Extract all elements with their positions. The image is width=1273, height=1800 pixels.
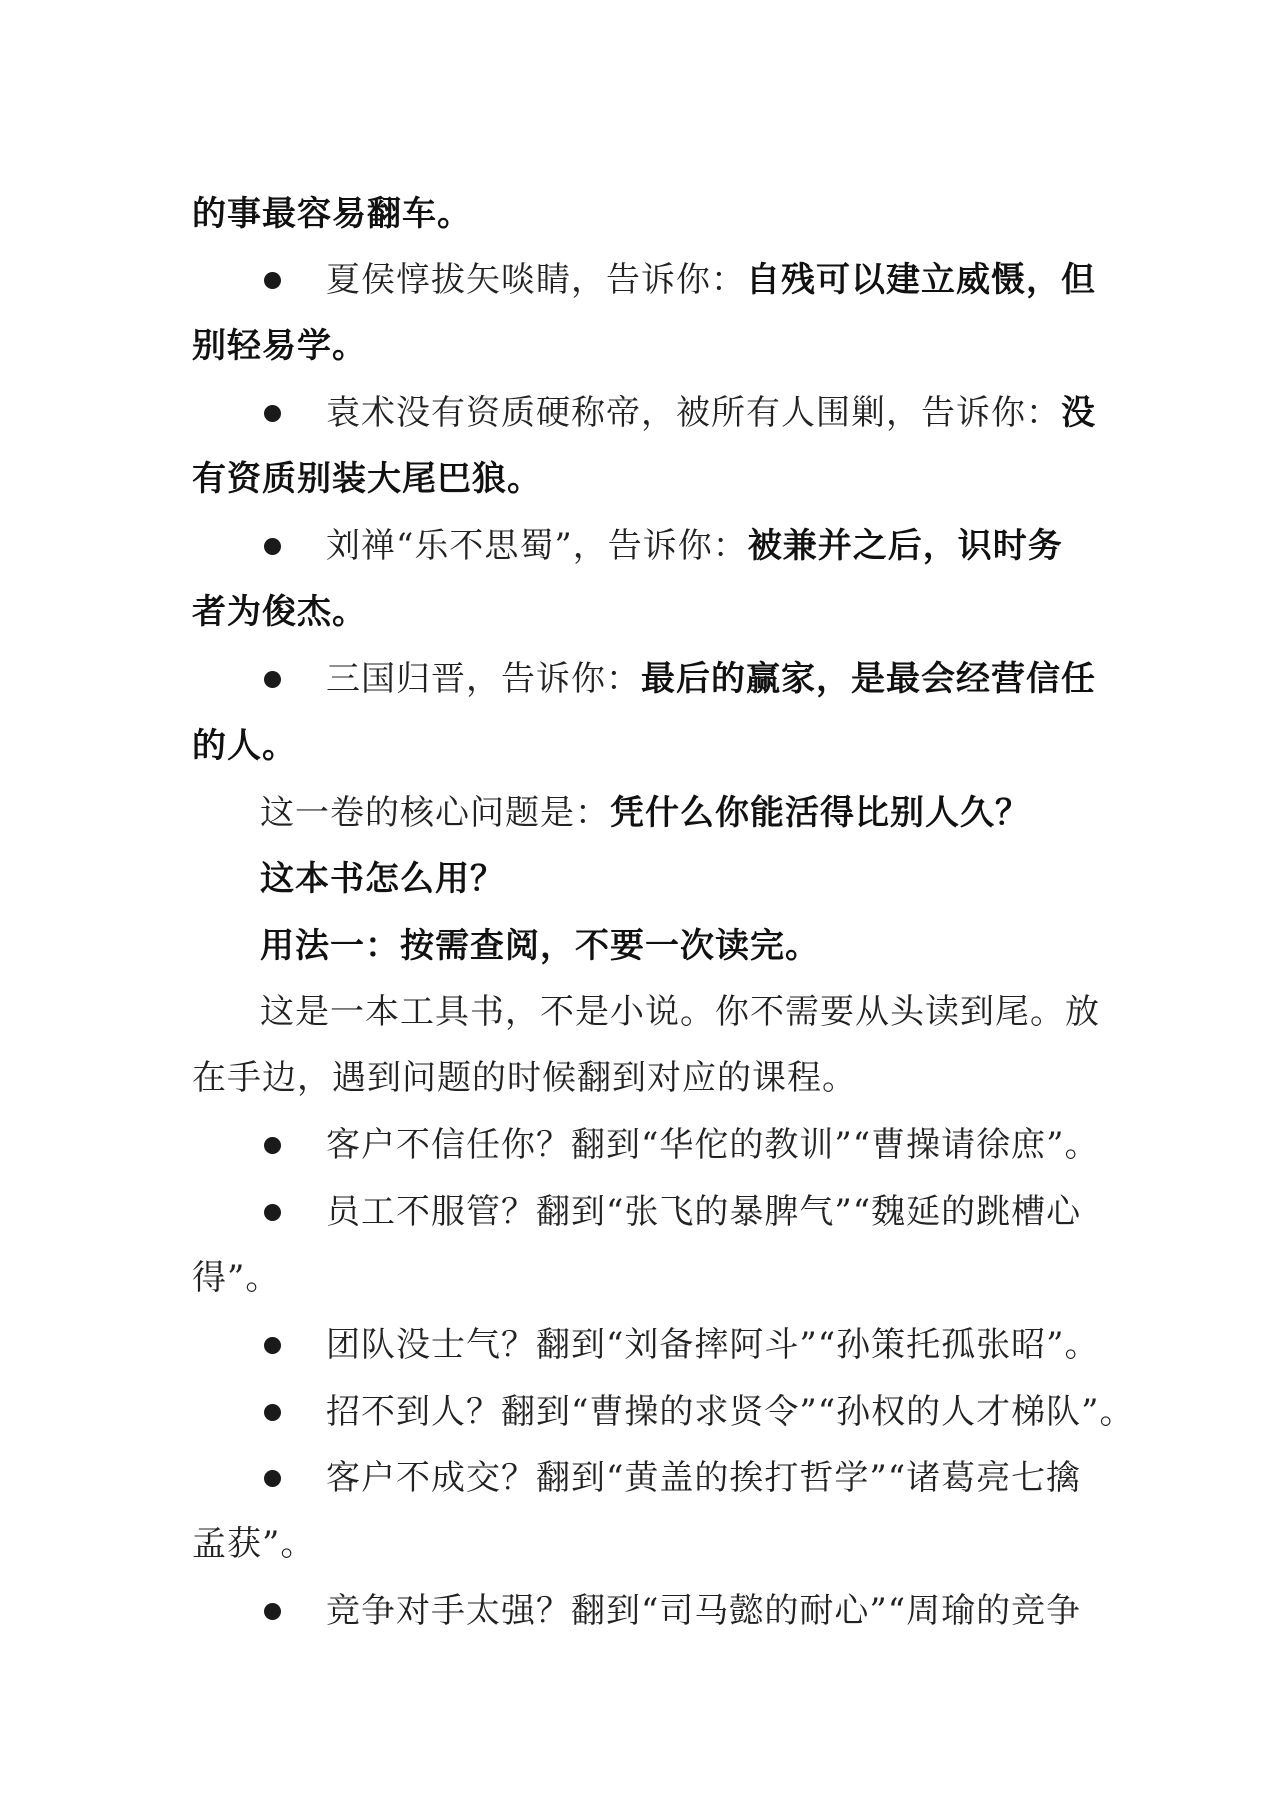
plain-text: 袁术没有资质硬称帝，被所有人围剿，告诉你：: [326, 393, 1061, 433]
plain-text: 孟获”。: [192, 1524, 316, 1564]
plain-text: 夏侯惇拔矢啖睛，告诉你：: [326, 260, 746, 300]
bold-text: 凭什么你能活得比别人久？: [610, 793, 1030, 833]
bullet-item: [326, 387, 1096, 439]
bullet-icon: [264, 1404, 281, 1421]
plain-text: 这一卷的核心问题是：: [260, 793, 610, 833]
bullet-icon: [264, 1470, 281, 1487]
bold-text: 有资质别装大尾巴狼。: [192, 459, 542, 499]
plain-text: 刘禅“乐不思蜀”，告诉你：: [326, 526, 748, 566]
text-line: [192, 1252, 280, 1304]
bold-text: 没: [1061, 393, 1096, 433]
plain-text: 客户不信任你？翻到“华佗的教训”“曹操请徐庶”。: [326, 1125, 1100, 1165]
bold-text: 最后的赢家，是最会经营信任: [641, 659, 1096, 699]
plain-text: 得”。: [192, 1258, 281, 1298]
bold-text: 的事最容易翻车。: [192, 194, 472, 234]
text-line: [192, 188, 472, 240]
bullet-item: [326, 1119, 1100, 1171]
plain-text: 员工不服管？翻到“张飞的暴脾气”“魏延的跳槽心: [326, 1192, 1082, 1232]
bullet-icon: [264, 405, 281, 422]
text-line: [192, 320, 367, 372]
bullet-icon: [264, 1204, 281, 1221]
bullet-item: [326, 1452, 1081, 1504]
plain-text: 这是一本工具书，不是小说。你不需要从头读到尾。放: [260, 992, 1100, 1032]
plain-text: 三国归晋，告诉你：: [326, 659, 641, 699]
plain-text: 在手边，遇到问题的时候翻到对应的课程。: [192, 1058, 857, 1098]
subsection-heading: [260, 920, 820, 972]
text-line: [192, 453, 542, 505]
plain-text: 团队没士气？翻到“刘备摔阿斗”“孙策托孤张昭”。: [326, 1325, 1100, 1365]
bullet-icon: [264, 538, 281, 555]
bullet-icon: [264, 671, 281, 688]
bold-text: 这本书怎么用？: [260, 859, 505, 899]
bullet-item: [326, 1319, 1100, 1371]
plain-text: 招不到人？翻到“曹操的求贤令”“孙权的人才梯队”。: [326, 1392, 1135, 1432]
bold-text: 者为俊杰。: [192, 592, 367, 632]
bullet-item: [326, 1585, 1081, 1637]
paragraph-line: [260, 787, 1030, 839]
bullet-item: [326, 1186, 1081, 1238]
bullet-item: [326, 653, 1096, 705]
text-line: [192, 1518, 315, 1570]
bullet-item: [326, 254, 1096, 306]
bullet-icon: [264, 1603, 281, 1620]
section-heading: [260, 853, 505, 905]
plain-text: 竞争对手太强？翻到“司马懿的耐心”“周瑜的竞争: [326, 1591, 1082, 1631]
paragraph-line: [192, 1052, 857, 1104]
bold-text: 用法一：按需查阅，不要一次读完。: [260, 926, 820, 966]
bullet-item: [326, 1386, 1135, 1438]
bold-text: 被兼并之后，识时务: [747, 526, 1063, 566]
bullet-item: [326, 520, 1063, 572]
plain-text: 客户不成交？翻到“黄盖的挨打哲学”“诸葛亮七擒: [326, 1458, 1082, 1498]
bold-text: 自残可以建立威慑，但: [746, 260, 1096, 300]
text-line: [192, 720, 297, 772]
text-line: [192, 586, 367, 638]
paragraph-line: [260, 986, 1100, 1038]
bold-text: 的人。: [192, 726, 297, 766]
bullet-icon: [264, 272, 281, 289]
bullet-icon: [264, 1337, 281, 1354]
bold-text: 别轻易学。: [192, 326, 367, 366]
bullet-icon: [264, 1137, 281, 1154]
